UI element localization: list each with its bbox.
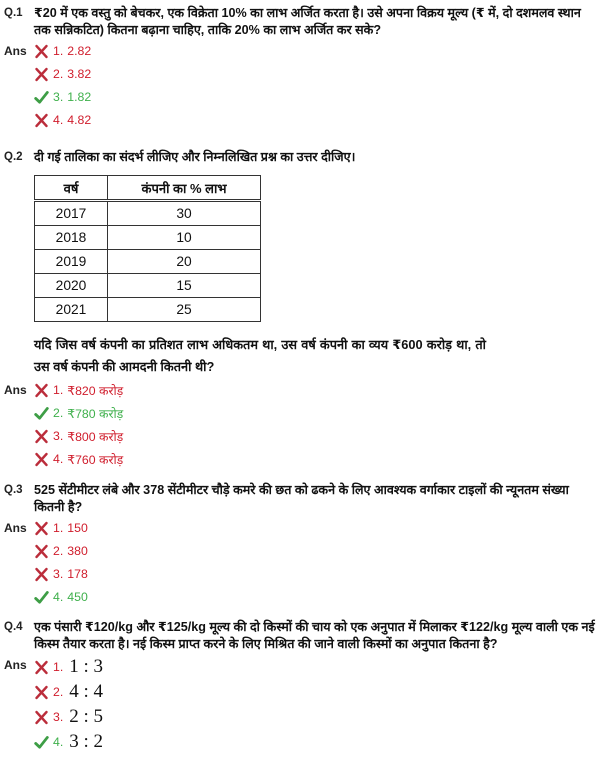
- question-number: Q.4: [4, 621, 23, 633]
- option-number: 3.: [53, 567, 64, 581]
- answer-label: Ans: [4, 658, 27, 672]
- table-cell: 15: [108, 274, 261, 298]
- answer-row: [4, 520, 600, 605]
- table-cell: 2017: [35, 201, 108, 226]
- cross-icon: [34, 44, 49, 59]
- question-text: दी गई तालिका का संदर्भ लीजिए और निम्नलिखित प्रश्न का उत्तर दीजिए।: [34, 150, 356, 164]
- option-number: 4.: [53, 735, 64, 749]
- option-value: ₹820 करोड़: [67, 383, 124, 398]
- option-value: 1.82: [67, 90, 92, 104]
- option-value: 3 : 2: [69, 731, 104, 752]
- option-number: 3.: [53, 90, 64, 104]
- table-header-row: [35, 176, 261, 201]
- option-value: ₹760 करोड़: [67, 452, 124, 467]
- answer-option-correct: [34, 89, 91, 105]
- answer-option-wrong: [34, 657, 103, 677]
- answer-option-correct: [34, 732, 103, 752]
- option-value: 150: [67, 521, 88, 535]
- cross-icon: [34, 567, 49, 582]
- question-block-4: [4, 619, 600, 752]
- option-value: 2.82: [67, 44, 92, 58]
- option-value: 2 : 5: [69, 706, 104, 727]
- table-cell: 2019: [35, 250, 108, 274]
- answer-option-wrong: [34, 382, 123, 398]
- table-cell: 2020: [35, 274, 108, 298]
- answer-option-correct: [34, 405, 123, 421]
- table-cell: 30: [108, 201, 261, 226]
- question-text: ₹20 में एक वस्तु को बेचकर, एक विक्रेता 10% का लाभ अर्जित करता है। उसे अपना विक्रय मूल्य (₹ में, दो दशमलव स्थान तक सन्निकटित) कितना बढ़ाना चाहिए, ताकि 20% का लाभ अर्जित कर सके?: [34, 6, 581, 37]
- option-number: 3.: [53, 710, 64, 724]
- cross-icon: [34, 452, 49, 467]
- question-block-1: [4, 5, 600, 128]
- option-number: 2.: [53, 67, 64, 81]
- answer-option-wrong: [34, 43, 91, 59]
- question-row: [4, 619, 600, 653]
- answer-row: [4, 382, 600, 467]
- company-profit-table: [34, 175, 261, 322]
- answer-option-wrong: [34, 66, 91, 82]
- answer-label: Ans: [4, 383, 27, 397]
- question-number: Q.1: [4, 7, 23, 19]
- table-cell: 20: [108, 250, 261, 274]
- table-row: [35, 274, 261, 298]
- answer-option-wrong: [34, 682, 103, 702]
- question-block-3: [4, 482, 600, 605]
- option-number: 2.: [53, 685, 64, 699]
- table-cell: 10: [108, 226, 261, 250]
- cross-icon: [34, 67, 49, 82]
- option-number: 4.: [53, 452, 64, 466]
- options-list: [34, 657, 103, 752]
- table-header-cell: वर्ष: [35, 176, 108, 201]
- cross-icon: [34, 660, 49, 675]
- options-list: [34, 382, 123, 467]
- cross-icon: [34, 521, 49, 536]
- check-icon: [34, 90, 49, 105]
- option-number: 2.: [53, 406, 64, 420]
- answer-option-wrong: [34, 428, 123, 444]
- question-block-2: [4, 149, 600, 467]
- table-cell: 2021: [35, 298, 108, 322]
- question-subtext: यदि जिस वर्ष कंपनी का प्रतिशत लाभ अधिकतम था, उस वर्ष कंपनी का व्यय ₹600 करोड़ था, तो उस वर्ष कंपनी की आमदनी कितनी थी?: [34, 337, 486, 374]
- question-number: Q.2: [4, 151, 23, 163]
- answer-option-wrong: [34, 543, 88, 559]
- table-row: [35, 226, 261, 250]
- option-value: 1 : 3: [69, 656, 104, 677]
- answer-label: Ans: [4, 521, 27, 535]
- table-row: [35, 201, 261, 226]
- option-value: 4.82: [67, 113, 92, 127]
- option-value: ₹800 करोड़: [67, 429, 124, 444]
- answer-row: [4, 657, 600, 752]
- option-number: 2.: [53, 544, 64, 558]
- option-value: 3.82: [67, 67, 92, 81]
- question-text: 525 सेंटीमीटर लंबे और 378 सेंटीमीटर चौड़े कमरे की छत को ढकने के लिए आवश्यक वर्गाकार टाइलों की न्यूनतम संख्या कितनी है?: [34, 483, 569, 514]
- cross-icon: [34, 113, 49, 128]
- cross-icon: [34, 685, 49, 700]
- option-value: ₹780 करोड़: [67, 406, 124, 421]
- options-list: [34, 43, 91, 128]
- answer-option-wrong: [34, 707, 103, 727]
- table-cell: 25: [108, 298, 261, 322]
- check-icon: [34, 590, 49, 605]
- cross-icon: [34, 710, 49, 725]
- answer-option-correct: [34, 589, 88, 605]
- table-cell: 2018: [35, 226, 108, 250]
- question-text: एक पंसारी ₹120/kg और ₹125/kg मूल्य की दो किस्मों की चाय को एक अनुपात में मिलाकर ₹122/kg मूल्य वाली एक नई किस्म तैयार करता है। नई किस्म प्राप्त करने के लिए मिश्रित की जाने वाली किस्मों का अनुपात कितना है?: [34, 620, 595, 651]
- table-row: [35, 250, 261, 274]
- option-value: 4 : 4: [69, 681, 104, 702]
- option-number: 1.: [53, 383, 64, 397]
- option-number: 1.: [53, 44, 64, 58]
- option-value: 450: [67, 590, 88, 604]
- option-value: 178: [67, 567, 88, 581]
- answer-row: [4, 43, 600, 128]
- question-row: [4, 482, 600, 516]
- question-row: [4, 5, 600, 39]
- table-row: [35, 298, 261, 322]
- option-number: 4.: [53, 590, 64, 604]
- answer-option-wrong: [34, 566, 88, 582]
- answer-option-wrong: [34, 520, 88, 536]
- options-list: [34, 520, 88, 605]
- option-value: 380: [67, 544, 88, 558]
- cross-icon: [34, 383, 49, 398]
- check-icon: [34, 406, 49, 421]
- table-header-cell: कंपनी का % लाभ: [108, 176, 261, 201]
- option-number: 1.: [53, 660, 64, 674]
- question-number: Q.3: [4, 484, 23, 496]
- answer-option-wrong: [34, 112, 91, 128]
- cross-icon: [34, 429, 49, 444]
- answer-label: Ans: [4, 44, 27, 58]
- option-number: 4.: [53, 113, 64, 127]
- check-icon: [34, 735, 49, 750]
- option-number: 1.: [53, 521, 64, 535]
- question-row: [4, 149, 600, 166]
- option-number: 3.: [53, 429, 64, 443]
- answer-option-wrong: [34, 451, 123, 467]
- cross-icon: [34, 544, 49, 559]
